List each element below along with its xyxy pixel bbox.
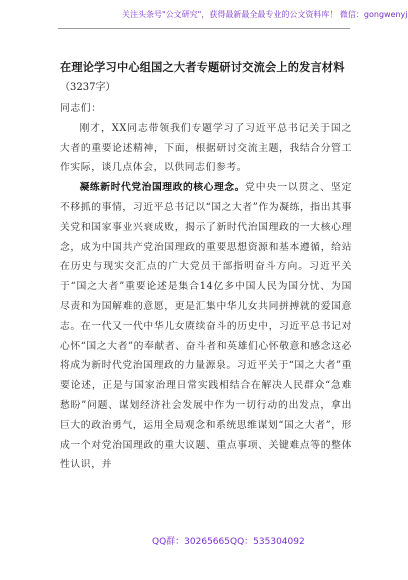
footer-qq-group: QQ群：30265665 [152, 537, 230, 547]
intro-paragraph: 刚才，XX同志带领我们专题学习了习近平总书记关于国之大者的重要论述精神，下面，根据研讨交流主题，我结合分管工作实际，谈几点体会，以供同志们参考。 [60, 122, 352, 174]
section-1-paragraph [60, 178, 352, 475]
word-count: （3237字） [60, 82, 116, 93]
salutation: 同志们： [60, 103, 102, 114]
section-1-body: 党中央一以贯之、坚定不移抓的事情，习近平总书记以“国之大者”作为凝练，指出其事关党和国家事业兴衰成败，揭示了新时代治国理政的一大核心理念，成为中国共产党治国理政的重要思想资源和基本遵循，给站在历史与现实交汇点的广大党员干部指明奋斗方向。习近平关于“国之大者”重要论述是集合14亿多中国人民为国分忧、为国尽责和为国解难的意愿，更是汇集中华儿女共同拼搏就的爱国意志。在一代又一代中华儿女赓续奋斗的历史中，习近平总书记对心怀“国之大者”的奉献者、奋斗者和英雄们心怀敬意和感念这必将成为新时代党治国理政的力量源泉。习近平关于“国之大者”重要论述，正是与国家治理日常实践相结合在解决人民群众“急难愁盼”问题、谋划经济社会发展中作为一切行动的出发点，拿出巨大的政治勇气，运用全局观念和系统思维谋划“国之大者”，形成一个对党治国理政的重大议题、重点事项、关键难点等的整体性认识，并 [60, 182, 353, 471]
header-divider [58, 28, 350, 29]
footer-qq-number: QQ：535304092 [230, 537, 305, 547]
document-body [60, 99, 352, 475]
section-1-heading: 凝练新时代党治国理政的核心理念。 [79, 182, 245, 194]
header-banner: 关注头条号"公文研究"，获得最新最全最专业的公文资料库！ 微信：gongwenyj [122, 10, 408, 19]
document-title: 在理论学习中心组国之大者专题研讨交流会上的发言材料 [60, 61, 345, 74]
